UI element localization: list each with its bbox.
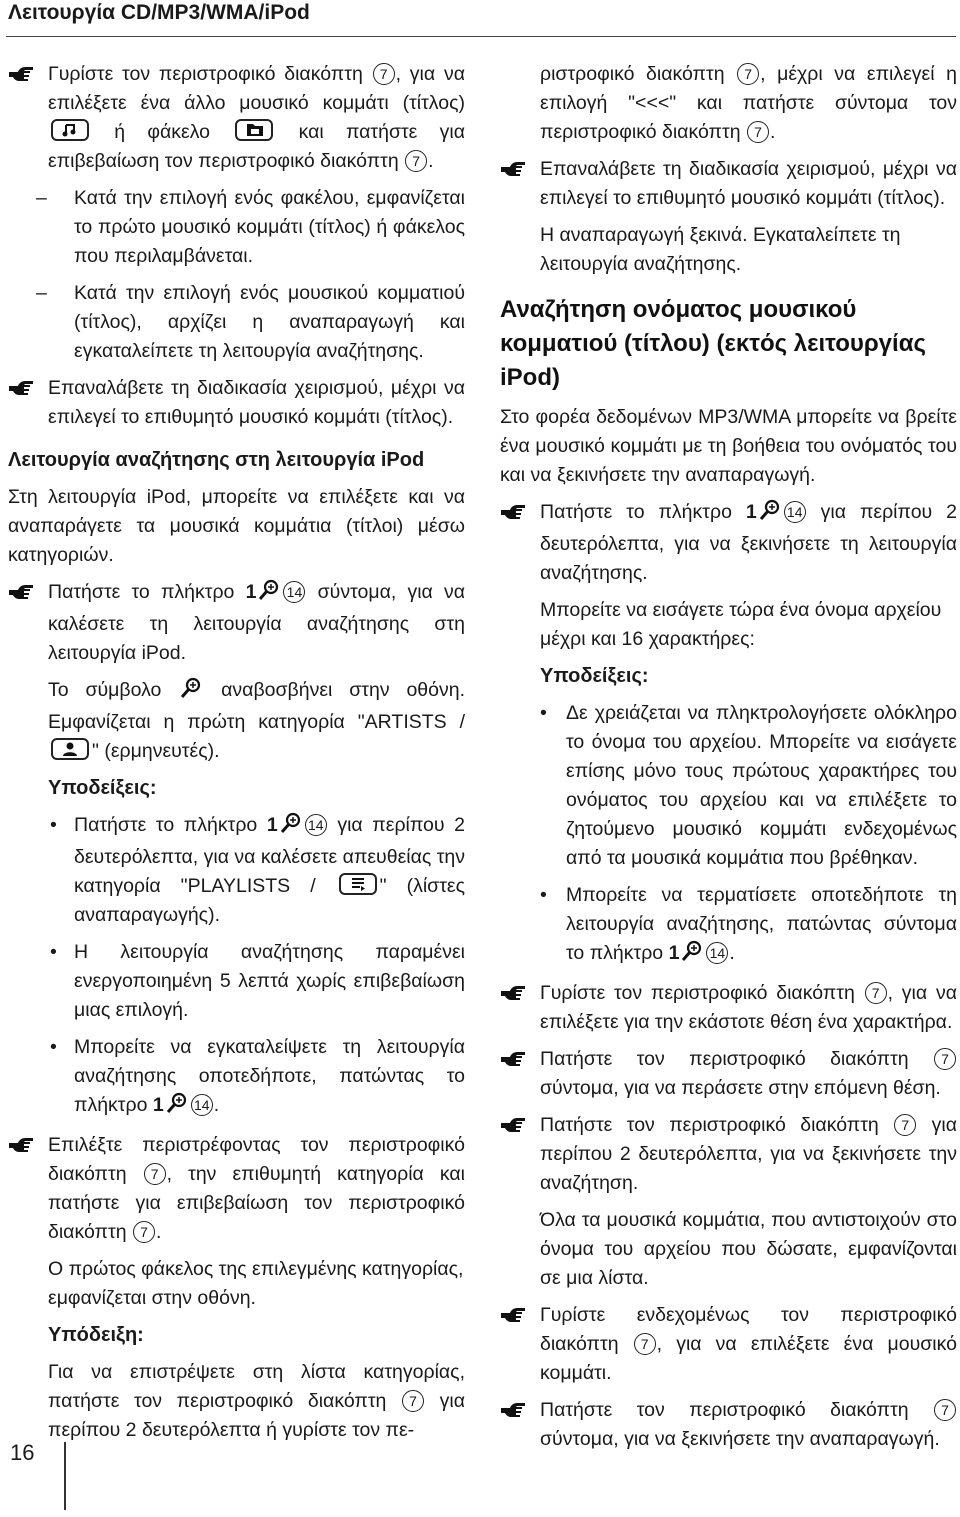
search-icon bbox=[166, 1092, 188, 1123]
step-next-position: Πατήστε τον περιστροφικό διακόπτη 7 σύντομα, για να περάσετε στην επόμενη θέση. bbox=[500, 1045, 957, 1103]
step-select-category: Επιλέξτε περιστρέφοντας τον περιστροφικό διακόπτη 7 , την επιθυμητή κατηγορία και πατήστε για επιβεβαίωση τον περιστροφικό διακόπτη 7 . bbox=[8, 1131, 465, 1247]
rotary-knob-ref: 7 bbox=[373, 63, 395, 85]
section-heading-name-search: Αναζήτηση ονόματος μουσικού κομματιού (τίτλου) (εκτός λειτουργίας iPod) bbox=[500, 296, 926, 391]
search-icon bbox=[759, 499, 781, 530]
section-heading-ipod: Λειτουργία αναζήτησης στη λειτουργία iPod bbox=[8, 449, 425, 471]
first-folder-note: Ο πρώτος φάκελος της επιλεγμένης κατηγορίας, εμφανίζεται στην οθόνη. bbox=[48, 1258, 464, 1309]
rotary-knob-ref: 7 bbox=[405, 150, 427, 172]
rotary-knob-ref: 7 bbox=[634, 1333, 656, 1355]
music-track-icon bbox=[51, 119, 89, 141]
playlist-icon bbox=[339, 873, 377, 895]
right-column bbox=[500, 60, 957, 1454]
key-1-label: 1 bbox=[266, 814, 278, 836]
key-1-label: 1 bbox=[152, 1094, 164, 1116]
hint-cancel-search: • Μπορείτε να τερματίσετε οποτεδήποτε τη λειτουργία αναζήτησης, πατώντας σύντομα το πλήκτρο 1 14 . bbox=[500, 881, 957, 971]
pointing-hand-icon bbox=[500, 983, 526, 1003]
step-start-search: Πατήστε τον περιστροφικό διακόπτη 7 για περίπου 2 δευτερόλεπτα, για να ξεκινήσετε την αναζήτηση. bbox=[500, 1111, 957, 1198]
continued-back-note: ριστροφικό διακόπτη 7 , μέχρι να επιλεγεί η επιλογή "<<<" και πατήστε σύντομα τον περιστροφικό διακόπτη 7 . bbox=[540, 63, 957, 143]
ipod-intro: Στη λειτουργία iPod, μπορείτε να επιλέξετε και να αναπαράγετε τα μουσικά κομμάτια (τίτλοι) μέσω κατηγοριών. bbox=[8, 486, 465, 566]
step-press-key: Πατήστε το πλήκτρο 1 14 σύντομα, για να καλέσετε τη λειτουργία αναζήτησης στη λειτουργία iPod. bbox=[8, 578, 465, 668]
page-title: Λειτουργία CD/MP3/WMA/iPod bbox=[8, 1, 310, 24]
step-repeat: Επαναλάβετε τη διαδικασία χειρισμού, μέχρι να επιλεγεί το επιθυμητό μουσικό κομμάτι (τίτλος). bbox=[8, 374, 465, 432]
hint-heading: Υπόδειξη: bbox=[48, 1324, 144, 1346]
step-choose-track: Γυρίστε ενδεχομένως τον περιστροφικό διακόπτη 7 , για να επιλέξετε ένα μουσικό κομμάτι. bbox=[500, 1301, 957, 1388]
key-ref: 14 bbox=[706, 942, 728, 964]
pointing-hand-icon bbox=[8, 378, 34, 398]
pointing-hand-icon bbox=[8, 1135, 34, 1155]
pointing-hand-icon bbox=[500, 1400, 526, 1420]
step-start-playback: Πατήστε τον περιστροφικό διακόπτη 7 σύντομα, για να ξεκινήσετε την αναπαραγωγή. bbox=[500, 1396, 957, 1454]
pointing-hand-icon bbox=[500, 502, 526, 522]
key-1-label: 1 bbox=[745, 501, 757, 523]
rotary-knob-ref: 7 bbox=[133, 1221, 155, 1243]
hint-exit: • Μπορείτε να εγκαταλείψετε τη λειτουργία αναζήτησης οποτεδήποτε, πατώντας το πλήκτρο 1 14 . bbox=[8, 1033, 465, 1123]
pointing-hand-icon bbox=[500, 159, 526, 179]
key-ref: 14 bbox=[784, 501, 806, 523]
note-track-select: – Κατά την επιλογή ενός μουσικού κομματιού (τίτλος), αρχίζει η αναπαραγωγή και εγκαταλείπετε τη λειτουργία αναζήτησης. bbox=[36, 282, 465, 362]
step-repeat: Επαναλάβετε τη διαδικασία χειρισμού, μέχρι να επιλεγεί το επιθυμητό μουσικό κομμάτι (τίτλος). bbox=[500, 155, 957, 213]
search-icon bbox=[280, 812, 302, 843]
left-column bbox=[8, 60, 465, 1445]
back-note: Για να επιστρέψετε στη λίστα κατηγορίας, πατήστε τον περιστροφικό διακόπτη 7 για περίπου 2 δευτερόλεπτα ή γυρίστε τον πε- bbox=[48, 1361, 465, 1441]
rotary-knob-ref: 7 bbox=[865, 982, 887, 1004]
symbol-flash-note: Το σύμβολο αναβοσβήνει στην οθόνη. Εμφανίζεται η πρώτη κατηγορία "ARTISTS / " (ερμηνευτές). bbox=[48, 679, 465, 762]
pointing-hand-icon bbox=[8, 64, 34, 84]
key-ref: 14 bbox=[283, 581, 305, 603]
note-folder-select: – Κατά την επιλογή ενός φακέλου, εμφανίζεται το πρώτο μουσικό κομμάτι (τίτλος) ή φάκελος που περιλαμβάνεται. bbox=[36, 187, 465, 267]
rotary-knob-ref: 7 bbox=[934, 1048, 956, 1070]
pointing-hand-icon bbox=[500, 1115, 526, 1135]
key-1-label: 1 bbox=[668, 942, 680, 964]
key-1-label: 1 bbox=[245, 581, 257, 603]
key-ref: 14 bbox=[191, 1094, 213, 1116]
folder-icon bbox=[235, 119, 273, 141]
rotary-knob-ref: 7 bbox=[402, 1390, 424, 1412]
playback-start-note: Η αναπαραγωγή ξεκινά. Εγκαταλείπετε τη λειτουργία αναζήτησης. bbox=[540, 224, 901, 275]
search-icon bbox=[681, 940, 703, 971]
rotary-knob-ref: 7 bbox=[747, 121, 769, 143]
hint-playlists: • Πατήστε το πλήκτρο 1 14 για περίπου 2 δευτερόλεπτα, για να καλέσετε απευθείας την κατηγορία "PLAYLISTS / " (λίστες αναπαραγωγής). bbox=[50, 814, 466, 926]
hints-heading: Υποδείξεις: bbox=[48, 777, 157, 799]
rotary-knob-ref: 7 bbox=[894, 1114, 916, 1136]
title-divider bbox=[6, 36, 956, 37]
page-number: 16 bbox=[10, 1440, 35, 1465]
artist-icon bbox=[51, 738, 89, 760]
name-search-intro: Στο φορέα δεδομένων MP3/WMA μπορείτε να βρείτε ένα μουσικό κομμάτι με τη βοήθεια του ονόματός του και να ξεκινήσετε την αναπαραγωγή. bbox=[500, 406, 957, 486]
step-rotate-select: Γυρίστε τον περιστροφικό διακόπτη 7 , για να επιλέξετε ένα άλλο μουσικό κομμάτι (τίτλος) ή φάκελο και πατήστε για επιβεβαίωση τον περιστροφικό διακόπτη 7 . bbox=[8, 60, 465, 176]
search-icon bbox=[258, 579, 280, 610]
rotary-knob-ref: 7 bbox=[144, 1163, 166, 1185]
search-icon bbox=[180, 677, 202, 708]
pointing-hand-icon bbox=[8, 582, 34, 602]
rotary-knob-ref: 7 bbox=[737, 63, 759, 85]
results-list-note: Όλα τα μουσικά κομμάτια, που αντιστοιχούν στο όνομα του αρχείου που δώσατε, εμφανίζονται σε μια λίστα. bbox=[540, 1209, 957, 1289]
hint-partial-name: • Δε χρειάζεται να πληκτρολογήσετε ολόκληρο το όνομα του αρχείου. Μπορείτε να εισάγετε επίσης μόνο τους πρώτους χαρακτήρες του ονόματος του αρχείου και να επιλέξετε το ζητούμενο μουσικό κομμάτι ενδεχομένως από τα μουσικά κομμάτια που βρέθηκαν. bbox=[540, 702, 957, 869]
rotary-knob-ref: 7 bbox=[934, 1399, 956, 1421]
hints-heading: Υποδείξεις: bbox=[540, 665, 649, 687]
hint-timeout: • Η λειτουργία αναζήτησης παραμένει ενεργοποιημένη 5 λεπτά χωρίς επιβεβαίωση μιας επιλογή. bbox=[50, 941, 465, 1021]
pointing-hand-icon bbox=[500, 1305, 526, 1325]
key-ref: 14 bbox=[305, 814, 327, 836]
page-number-rule bbox=[64, 1442, 66, 1510]
pointing-hand-icon bbox=[500, 1049, 526, 1069]
step-press-key: Πατήστε το πλήκτρο 1 14 για περίπου 2 δευτερόλεπτα, για να ξεκινήσετε τη λειτουργία αναζήτησης. bbox=[500, 498, 957, 588]
step-choose-character: Γυρίστε τον περιστροφικό διακόπτη 7 , για να επιλέξετε για την εκάστοτε θέση ένα χαρακτήρα. bbox=[500, 979, 957, 1037]
enter-name-note: Μπορείτε να εισάγετε τώρα ένα όνομα αρχείου μέχρι και 16 χαρακτήρες: bbox=[540, 599, 942, 650]
